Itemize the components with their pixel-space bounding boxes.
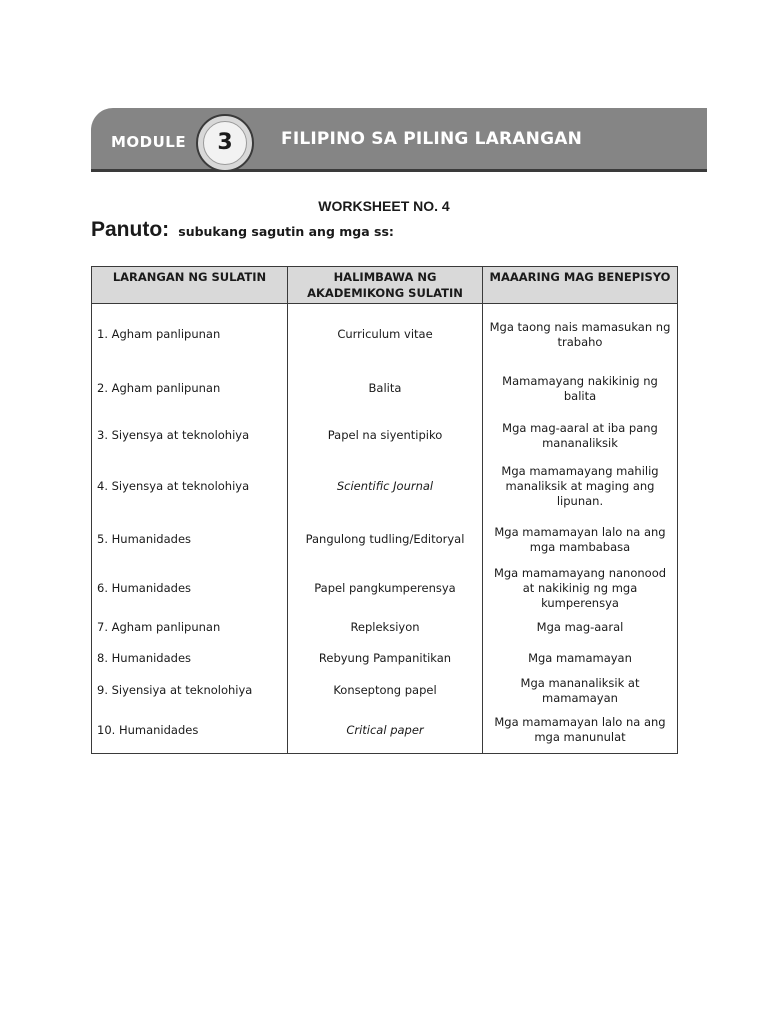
table-row xyxy=(92,644,678,674)
cell-larangan: 1. Agham panlipunan xyxy=(92,304,288,366)
table-row xyxy=(92,708,678,754)
cell-benepisyo: Mga mananaliksik at mamamayan xyxy=(483,674,678,708)
column-header-larangan: LARANGAN NG SULATIN xyxy=(92,267,288,304)
table-row xyxy=(92,514,678,566)
cell-larangan: 8. Humanidades xyxy=(92,644,288,674)
cell-larangan: 4. Siyensya at teknolohiya xyxy=(92,460,288,514)
worksheet-table xyxy=(91,266,678,754)
cell-benepisyo: Mga mamamayan lalo na ang mga manunulat xyxy=(483,708,678,754)
cell-larangan: 9. Siyensiya at teknolohiya xyxy=(92,674,288,708)
cell-larangan: 2. Agham panlipunan xyxy=(92,366,288,412)
module-title: FILIPINO SA PILING LARANGAN xyxy=(281,129,583,149)
table-row xyxy=(92,412,678,460)
table-row xyxy=(92,566,678,612)
cell-benepisyo: Mga mag-aaral xyxy=(483,612,678,644)
cell-halimbawa: Critical paper xyxy=(288,708,483,754)
cell-larangan: 6. Humanidades xyxy=(92,566,288,612)
cell-benepisyo: Mga mamamayang mahilig manaliksik at maging ang lipunan. xyxy=(483,460,678,514)
cell-benepisyo: Mga taong nais mamasukan ng trabaho xyxy=(483,304,678,366)
cell-benepisyo: Mga mamamayan xyxy=(483,644,678,674)
cell-larangan: 7. Agham panlipunan xyxy=(92,612,288,644)
instruction-text: subukang sagutin ang mga ss: xyxy=(178,224,394,239)
cell-benepisyo: Mga mag-aaral at iba pang mananaliksik xyxy=(483,412,678,460)
cell-larangan: 10. Humanidades xyxy=(92,708,288,754)
cell-halimbawa: Konseptong papel xyxy=(288,674,483,708)
table-row xyxy=(92,460,678,514)
cell-halimbawa: Rebyung Pampanitikan xyxy=(288,644,483,674)
cell-benepisyo: Mga mamamayan lalo na ang mga mambabasa xyxy=(483,514,678,566)
cell-larangan: 3. Siyensya at teknolohiya xyxy=(92,412,288,460)
instructions xyxy=(91,218,394,242)
cell-halimbawa: Pangulong tudling/Editoryal xyxy=(288,514,483,566)
cell-larangan: 5. Humanidades xyxy=(92,514,288,566)
module-label: MODULE xyxy=(111,133,187,151)
table-header-row xyxy=(92,267,678,304)
cell-halimbawa: Scientific Journal xyxy=(288,460,483,514)
table-row xyxy=(92,304,678,366)
cell-benepisyo: Mamamayang nakikinig ng balita xyxy=(483,366,678,412)
cell-benepisyo: Mga mamamayang nanonood at nakikinig ng mga kumperensya xyxy=(483,566,678,612)
table-row xyxy=(92,674,678,708)
instruction-label: Panuto: xyxy=(91,218,170,241)
module-number-badge: 3 xyxy=(203,121,247,165)
banner-divider xyxy=(91,169,707,172)
table-row xyxy=(92,366,678,412)
cell-halimbawa: Curriculum vitae xyxy=(288,304,483,366)
cell-halimbawa: Papel na siyentipiko xyxy=(288,412,483,460)
cell-halimbawa: Repleksiyon xyxy=(288,612,483,644)
cell-halimbawa: Balita xyxy=(288,366,483,412)
worksheet-title: WORKSHEET NO. 4 xyxy=(318,198,450,214)
table-row xyxy=(92,612,678,644)
cell-halimbawa: Papel pangkumperensya xyxy=(288,566,483,612)
column-header-halimbawa: HALIMBAWA NG AKADEMIKONG SULATIN xyxy=(288,267,483,304)
column-header-benepisyo: MAAARING MAG BENEPISYO xyxy=(483,267,678,304)
